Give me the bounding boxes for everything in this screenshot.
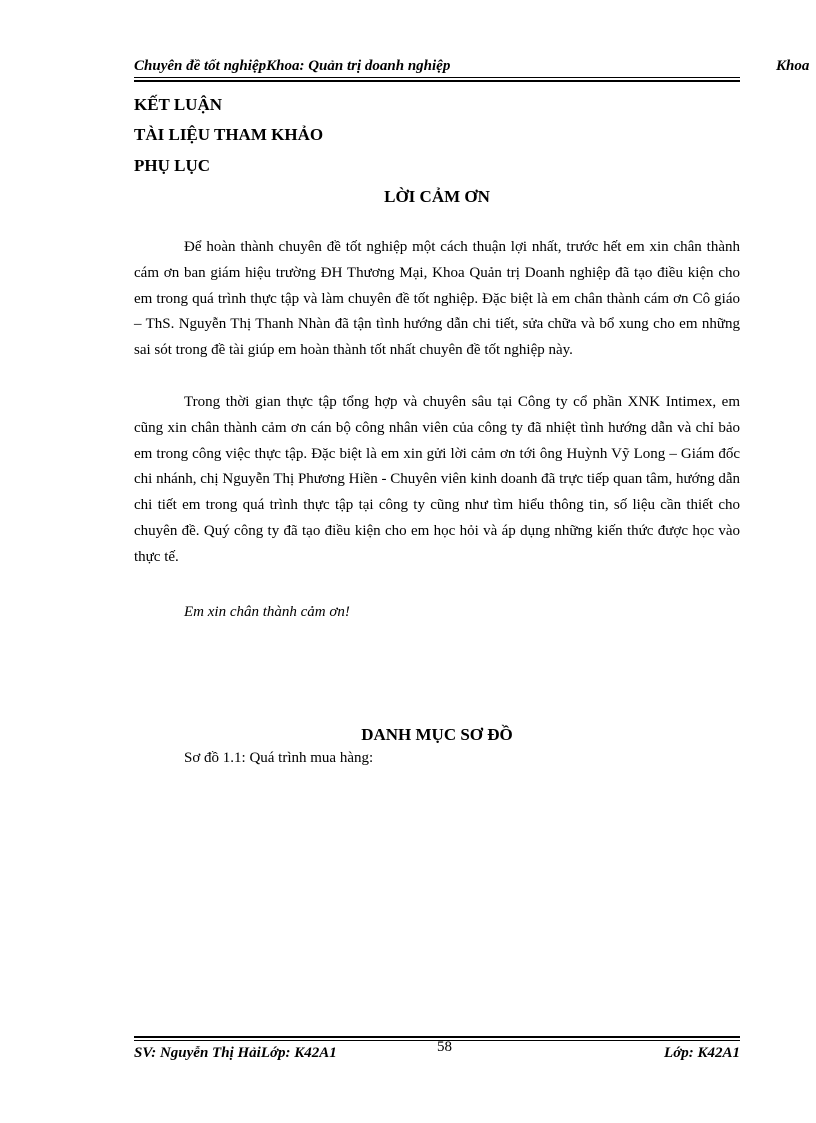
diagram-list-title: DANH MỤC SƠ ĐỒ bbox=[361, 725, 513, 744]
acknowledgement-closing: Em xin chân thành cảm ơn! bbox=[184, 604, 350, 620]
acknowledgement-paragraph-1: Để hoàn thành chuyên đề tốt nghiệp một cách thuận lợi nhất, trước hết em xin chân thành cám ơn ban giám hiệu trường ĐH Thương Mại, Khoa Quản trị Doanh nghiệp đã tạo điều kiện cho em trong quá trình thực tập và làm chuyên đề tốt nghiệp. Đặc biệt là em chân thành cám ơn Cô giáo – ThS. Nguyễn Thị Thanh Nhàn đã tận tình hướng dẫn chi tiết, sửa chữa và bổ xung cho em những sai sót trong đề tài giúp em hoàn thành tốt nhất chuyên đề tốt nghiệp này. bbox=[134, 239, 740, 359]
running-header: Chuyên đề tốt nghiệpKhoa: Quản trị doanh nghiệp bbox=[134, 58, 451, 74]
header-divider-thick bbox=[134, 80, 740, 82]
toc-item-conclusion: KẾT LUẬN bbox=[134, 95, 223, 114]
running-header-overflow: Khoa bbox=[776, 58, 810, 74]
header-divider bbox=[134, 77, 740, 78]
footer-student-info: SV: Nguyễn Thị HảiLớp: K42A1 bbox=[134, 1045, 337, 1061]
footer-class-info: Lớp: K42A1 bbox=[664, 1045, 740, 1061]
toc-item-references: TÀI LIỆU THAM KHẢO bbox=[134, 125, 324, 144]
toc-item-appendix: PHỤ LỤC bbox=[134, 156, 211, 175]
footer-divider-thick bbox=[134, 1036, 740, 1038]
acknowledgement-title: LỜI CẢM ƠN bbox=[384, 187, 490, 206]
acknowledgement-paragraph-2: Trong thời gian thực tập tổng hợp và chuyên sâu tại Công ty cổ phần XNK Intimex, em cũng xin chân thành cảm ơn cán bộ công nhân viên của công ty đã nhiệt tình hướng dẫn và chỉ bảo em trong công việc thực tập. Đặc biệt là em xin gửi lời cảm ơn tới ông Huỳnh Vỹ Long – Giám đốc chi nhánh, chị Nguyễn Thị Phương Hiền - Chuyên viên kinh doanh đã trực tiếp quan tâm, hướng dẫn chi tiết em trong quá trình thực tập tại công ty cũng như tìm hiểu thông tin, số liệu cần thiết cho chuyên đề. Quý công ty đã tạo điều kiện cho em học hỏi và áp dụng những kiến thức được học vào thực tế. bbox=[134, 394, 740, 565]
page-number: 58 bbox=[437, 1039, 452, 1055]
diagram-list-item: Sơ đồ 1.1: Quá trình mua hàng: bbox=[184, 750, 374, 766]
